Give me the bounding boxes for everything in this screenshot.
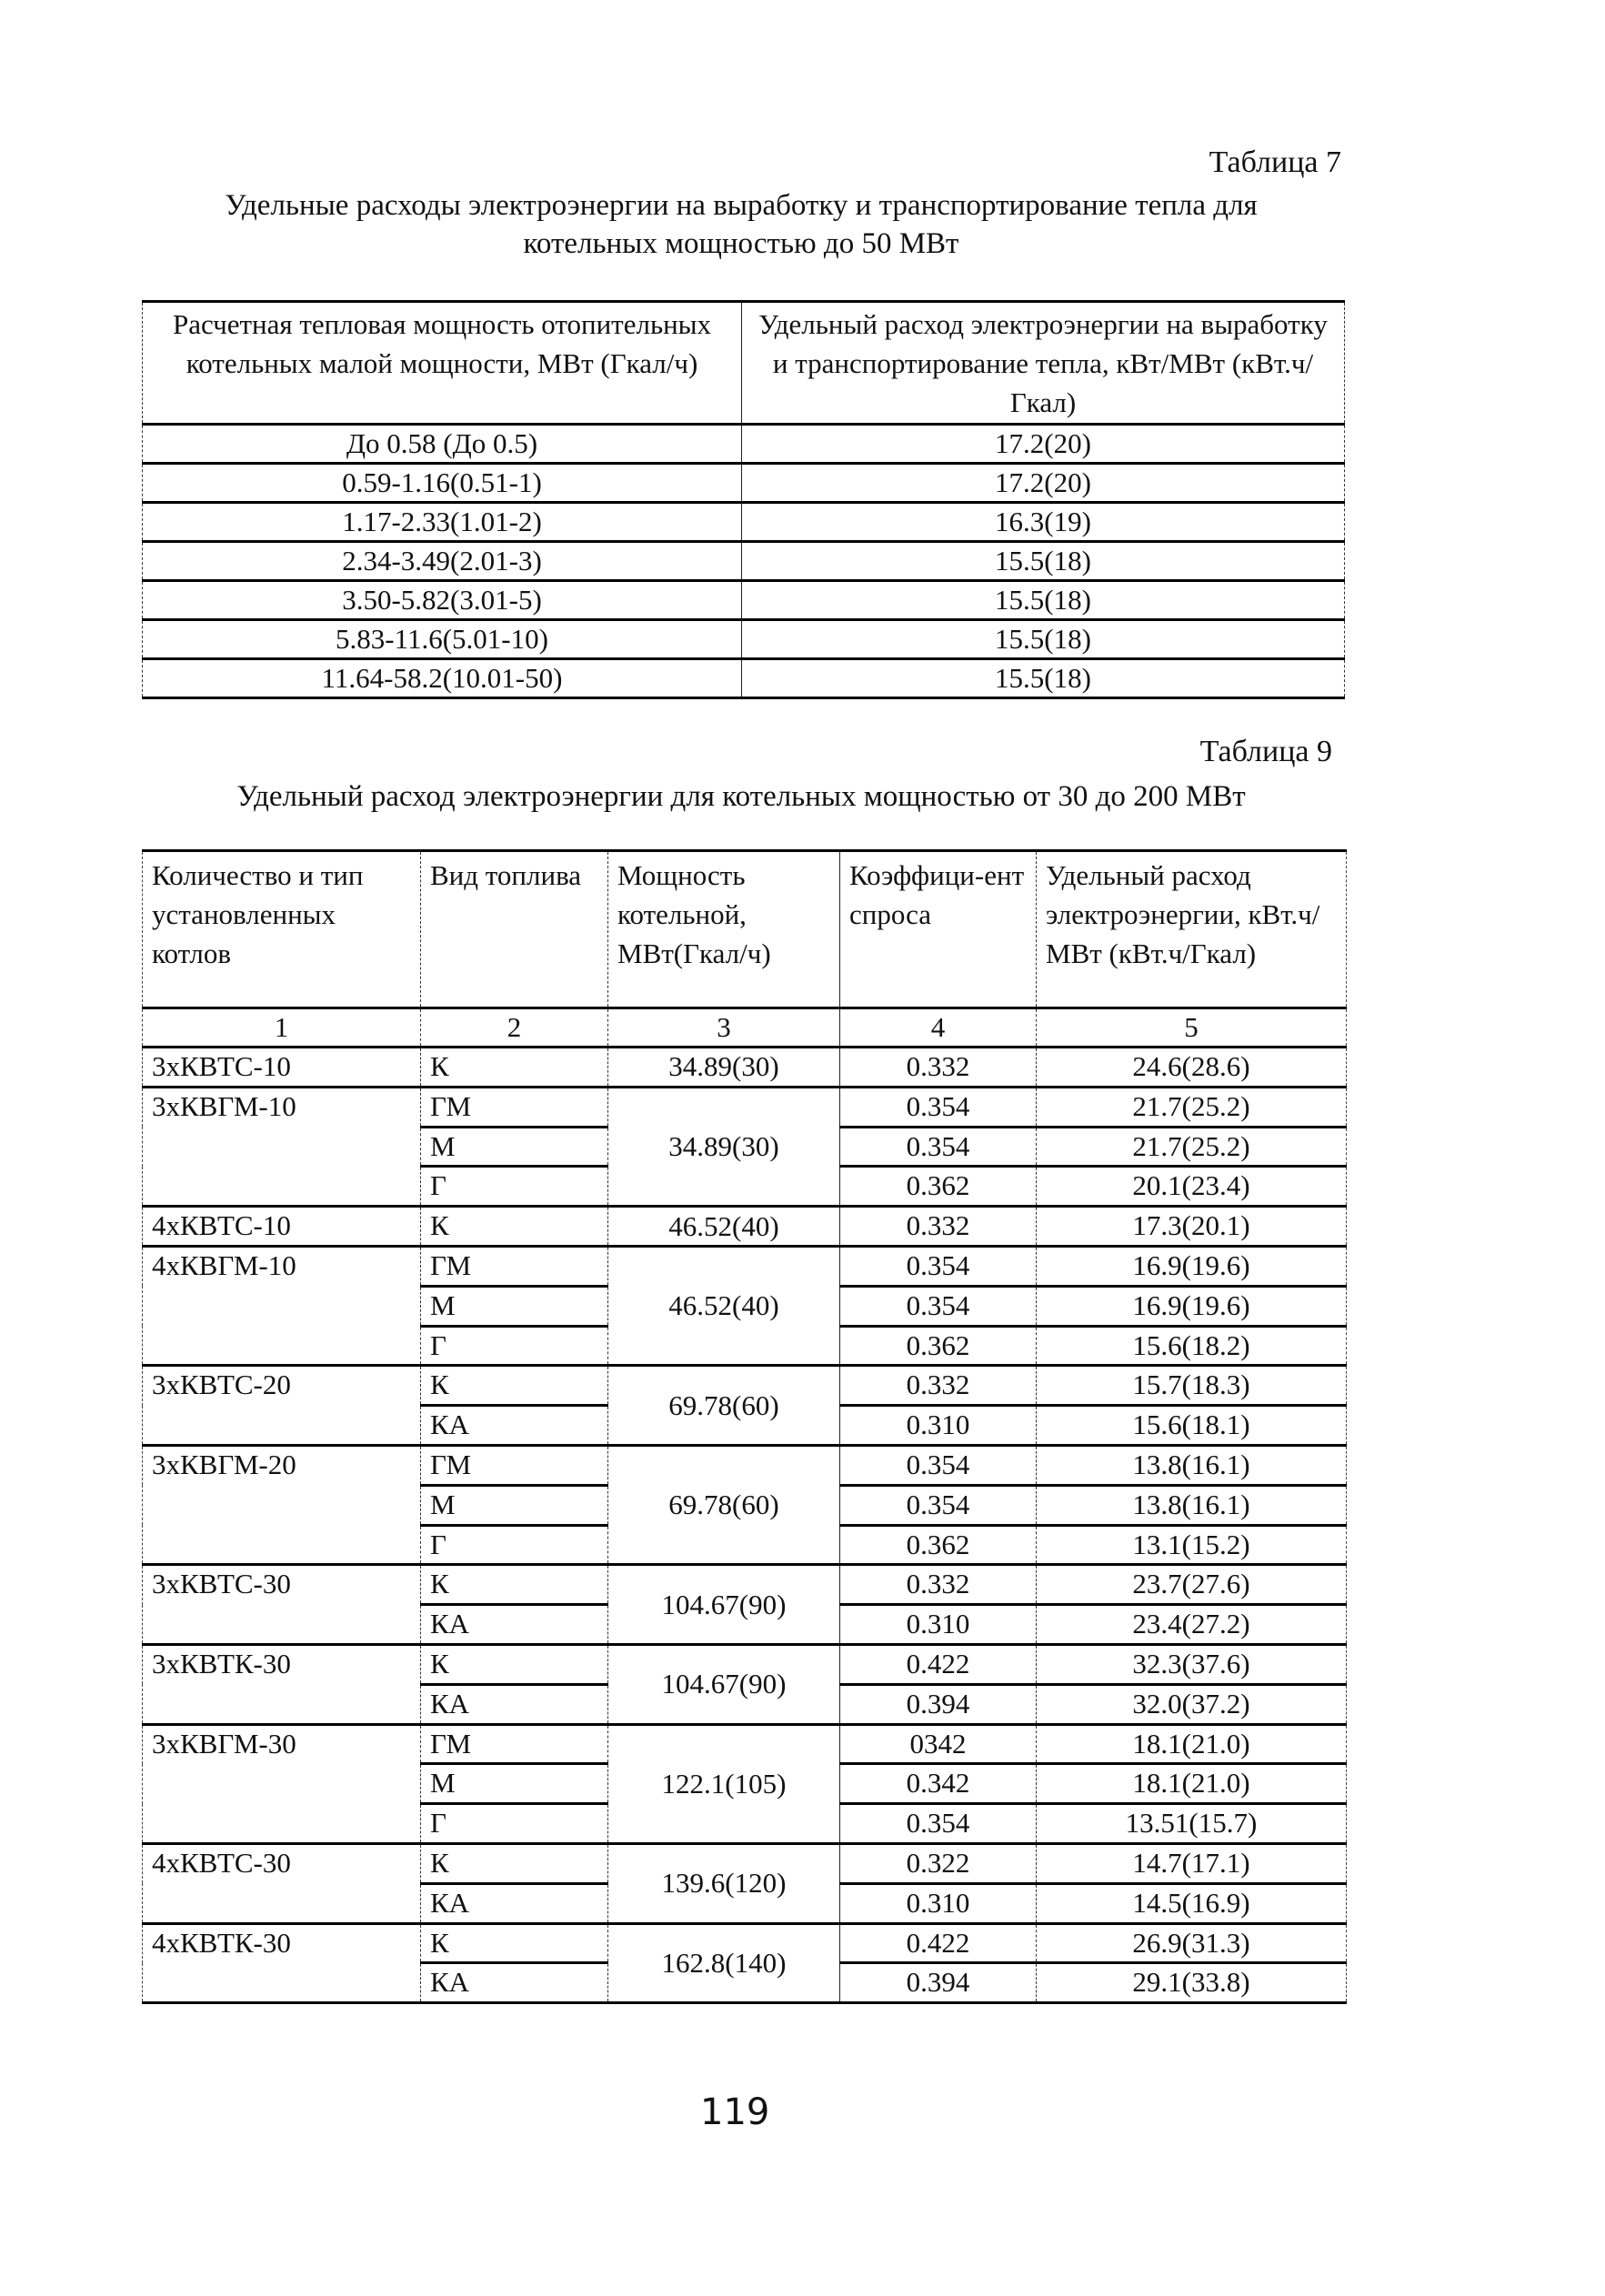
cell-boilers: 3хКВТК-30: [143, 1644, 421, 1724]
cell-rate: 15.5(18): [742, 620, 1345, 659]
cell-coef: 0.354: [840, 1445, 1037, 1485]
cell-coef: 0.362: [840, 1525, 1037, 1565]
cell-rate: 23.7(27.6): [1037, 1565, 1347, 1605]
cell-power: 46.52(40): [608, 1207, 840, 1247]
cell-rate: 24.6(28.6): [1037, 1048, 1347, 1088]
cell-power: 139.6(120): [608, 1843, 840, 1923]
cell-rate: 16.9(19.6): [1037, 1286, 1347, 1326]
cell-power: 0.59-1.16(0.51-1): [143, 464, 742, 503]
cell-coef: 0.422: [840, 1644, 1037, 1684]
table-row: [143, 1207, 1347, 1247]
colnum-4: 4: [840, 1008, 1037, 1048]
table7-label: Таблица 7: [1209, 145, 1341, 179]
cell-power: 2.34-3.49(2.01-3): [143, 542, 742, 581]
cell-rate: 15.7(18.3): [1037, 1366, 1347, 1406]
cell-coef: 0.354: [840, 1246, 1037, 1286]
cell-power: 104.67(90): [608, 1565, 840, 1645]
cell-fuel: Г: [421, 1804, 608, 1844]
table7-header-rate: Удельный расход электроэнергии на выработку и транспортирование тепла, кВт/МВт (кВт.ч/Гкал): [742, 302, 1345, 425]
cell-coef: 0.362: [840, 1326, 1037, 1366]
cell-fuel: М: [421, 1286, 608, 1326]
cell-power: 122.1(105): [608, 1724, 840, 1843]
cell-coef: 0.310: [840, 1883, 1037, 1923]
cell-fuel: М: [421, 1485, 608, 1525]
cell-rate: 17.2(20): [742, 425, 1345, 464]
table7-title-line2: котельных мощностью до 50 МВт: [523, 227, 959, 260]
cell-coef: 0.332: [840, 1366, 1037, 1406]
cell-coef: 0.310: [840, 1406, 1037, 1446]
cell-rate: 15.6(18.1): [1037, 1406, 1347, 1446]
table9-header-power: Мощность котельной, МВт(Гкал/ч): [608, 851, 840, 1008]
cell-fuel: ГМ: [421, 1724, 608, 1764]
colnum-2: 2: [421, 1008, 608, 1048]
cell-rate: 13.1(15.2): [1037, 1525, 1347, 1565]
cell-rate: 15.5(18): [742, 542, 1345, 581]
cell-coef: 0342: [840, 1724, 1037, 1764]
cell-power: 34.89(30): [608, 1048, 840, 1088]
table9-title: Удельный расход электроэнергии для котельных мощностью от 30 до 200 МВт: [236, 780, 1246, 813]
cell-rate: 13.8(16.1): [1037, 1485, 1347, 1525]
table-row: [143, 1724, 1347, 1764]
cell-rate: 23.4(27.2): [1037, 1605, 1347, 1645]
table-row: [143, 1246, 1347, 1286]
cell-coef: 0.332: [840, 1048, 1037, 1088]
cell-power: 69.78(60): [608, 1445, 840, 1564]
cell-rate: 29.1(33.8): [1037, 1963, 1347, 2003]
table9-column-numbers: [143, 1008, 1347, 1048]
cell-coef: 0.354: [840, 1087, 1037, 1127]
table-row: [143, 1644, 1347, 1684]
cell-power: 3.50-5.82(3.01-5): [143, 581, 742, 620]
cell-boilers: 4хКВТС-10: [143, 1207, 421, 1247]
cell-rate: 14.7(17.1): [1037, 1843, 1347, 1883]
cell-power: 34.89(30): [608, 1087, 840, 1206]
cell-coef: 0.332: [840, 1207, 1037, 1247]
cell-boilers: 3хКВТС-30: [143, 1565, 421, 1645]
cell-rate: 17.3(20.1): [1037, 1207, 1347, 1247]
cell-fuel: К: [421, 1366, 608, 1406]
cell-power: 11.64-58.2(10.01-50): [143, 659, 742, 698]
cell-rate: 32.0(37.2): [1037, 1684, 1347, 1724]
cell-rate: 15.6(18.2): [1037, 1326, 1347, 1366]
table-row: [143, 503, 1345, 542]
table-row: [143, 542, 1345, 581]
cell-coef: 0.322: [840, 1843, 1037, 1883]
table-row: [143, 1048, 1347, 1088]
table-row: [143, 464, 1345, 503]
table9-label: Таблица 9: [1199, 735, 1332, 768]
cell-power: 69.78(60): [608, 1366, 840, 1446]
cell-rate: 26.9(31.3): [1037, 1923, 1347, 1963]
cell-fuel: Г: [421, 1326, 608, 1366]
cell-fuel: М: [421, 1764, 608, 1804]
cell-fuel: Г: [421, 1167, 608, 1207]
cell-coef: 0.354: [840, 1804, 1037, 1844]
cell-fuel: К: [421, 1923, 608, 1963]
cell-fuel: К: [421, 1048, 608, 1088]
table-row: [143, 659, 1345, 698]
cell-rate: 21.7(25.2): [1037, 1087, 1347, 1127]
table-row: [143, 1366, 1347, 1406]
cell-coef: 0.362: [840, 1167, 1037, 1207]
cell-fuel: КА: [421, 1406, 608, 1446]
cell-rate: 21.7(25.2): [1037, 1127, 1347, 1167]
cell-rate: 13.8(16.1): [1037, 1445, 1347, 1485]
cell-boilers: 4хКВГМ-10: [143, 1246, 421, 1365]
table-row: [143, 1445, 1347, 1485]
cell-rate: 14.5(16.9): [1037, 1883, 1347, 1923]
cell-power: До 0.58 (До 0.5): [143, 425, 742, 464]
cell-fuel: К: [421, 1565, 608, 1605]
cell-rate: 18.1(21.0): [1037, 1764, 1347, 1804]
colnum-5: 5: [1037, 1008, 1347, 1048]
cell-coef: 0.342: [840, 1764, 1037, 1804]
table7-header-power: Расчетная тепловая мощность отопительных котельных малой мощности, МВт (Гкал/ч): [143, 302, 742, 425]
cell-fuel: КА: [421, 1605, 608, 1645]
cell-coef: 0.332: [840, 1565, 1037, 1605]
cell-power: 162.8(140): [608, 1923, 840, 2003]
cell-rate: 15.5(18): [742, 659, 1345, 698]
table9-header-coef: Коэффици-ент спроса: [840, 851, 1037, 1008]
cell-power: 46.52(40): [608, 1246, 840, 1365]
colnum-3: 3: [608, 1008, 840, 1048]
cell-rate: 18.1(21.0): [1037, 1724, 1347, 1764]
table9-header-fuel: Вид топлива: [421, 851, 608, 1008]
cell-fuel: КА: [421, 1684, 608, 1724]
cell-fuel: К: [421, 1843, 608, 1883]
table7-title-line1: Удельные расходы электроэнергии на выработку и транспортирование тепла для: [225, 189, 1258, 222]
cell-rate: 20.1(23.4): [1037, 1167, 1347, 1207]
table-row: [143, 1087, 1347, 1127]
cell-fuel: КА: [421, 1883, 608, 1923]
cell-fuel: М: [421, 1127, 608, 1167]
cell-fuel: К: [421, 1207, 608, 1247]
cell-power: 104.67(90): [608, 1644, 840, 1724]
table7-title: [136, 186, 1346, 263]
cell-rate: 16.3(19): [742, 503, 1345, 542]
table-row: [143, 1565, 1347, 1605]
cell-rate: 16.9(19.6): [1037, 1246, 1347, 1286]
cell-boilers: 3хКВГМ-30: [143, 1724, 421, 1843]
table-row: [143, 1843, 1347, 1883]
cell-coef: 0.354: [840, 1485, 1037, 1525]
cell-boilers: 4хКВТС-30: [143, 1843, 421, 1923]
table9-header-row: [143, 851, 1347, 1008]
cell-fuel: КА: [421, 1963, 608, 2003]
table9-header-boilers: Количество и тип установленных котлов: [143, 851, 421, 1008]
cell-coef: 0.310: [840, 1605, 1037, 1645]
cell-coef: 0.394: [840, 1684, 1037, 1724]
cell-boilers: 3хКВГМ-10: [143, 1087, 421, 1206]
cell-fuel: ГМ: [421, 1445, 608, 1485]
cell-power: 5.83-11.6(5.01-10): [143, 620, 742, 659]
table9-header-rate: Удельный расход электроэнергии, кВт.ч/МВт (кВт.ч/Гкал): [1037, 851, 1347, 1008]
cell-fuel: ГМ: [421, 1246, 608, 1286]
cell-coef: 0.422: [840, 1923, 1037, 1963]
table9: [142, 849, 1347, 2004]
colnum-1: 1: [143, 1008, 421, 1048]
cell-boilers: 3хКВГМ-20: [143, 1445, 421, 1564]
cell-power: 1.17-2.33(1.01-2): [143, 503, 742, 542]
table-row: [143, 581, 1345, 620]
cell-coef: 0.354: [840, 1127, 1037, 1167]
table-row: [143, 620, 1345, 659]
cell-boilers: 3хКВТС-10: [143, 1048, 421, 1088]
cell-fuel: К: [421, 1644, 608, 1684]
cell-boilers: 3хКВТС-20: [143, 1366, 421, 1446]
cell-fuel: Г: [421, 1525, 608, 1565]
table-row: [143, 425, 1345, 464]
cell-boilers: 4хКВТК-30: [143, 1923, 421, 2003]
cell-rate: 32.3(37.6): [1037, 1644, 1347, 1684]
table7-header-row: [143, 302, 1345, 425]
table7: [142, 300, 1345, 699]
cell-rate: 17.2(20): [742, 464, 1345, 503]
cell-rate: 15.5(18): [742, 581, 1345, 620]
cell-coef: 0.394: [840, 1963, 1037, 2003]
table-row: [143, 1923, 1347, 1963]
page-number: 119: [700, 2091, 770, 2133]
cell-rate: 13.51(15.7): [1037, 1804, 1347, 1844]
cell-fuel: ГМ: [421, 1087, 608, 1127]
cell-coef: 0.354: [840, 1286, 1037, 1326]
